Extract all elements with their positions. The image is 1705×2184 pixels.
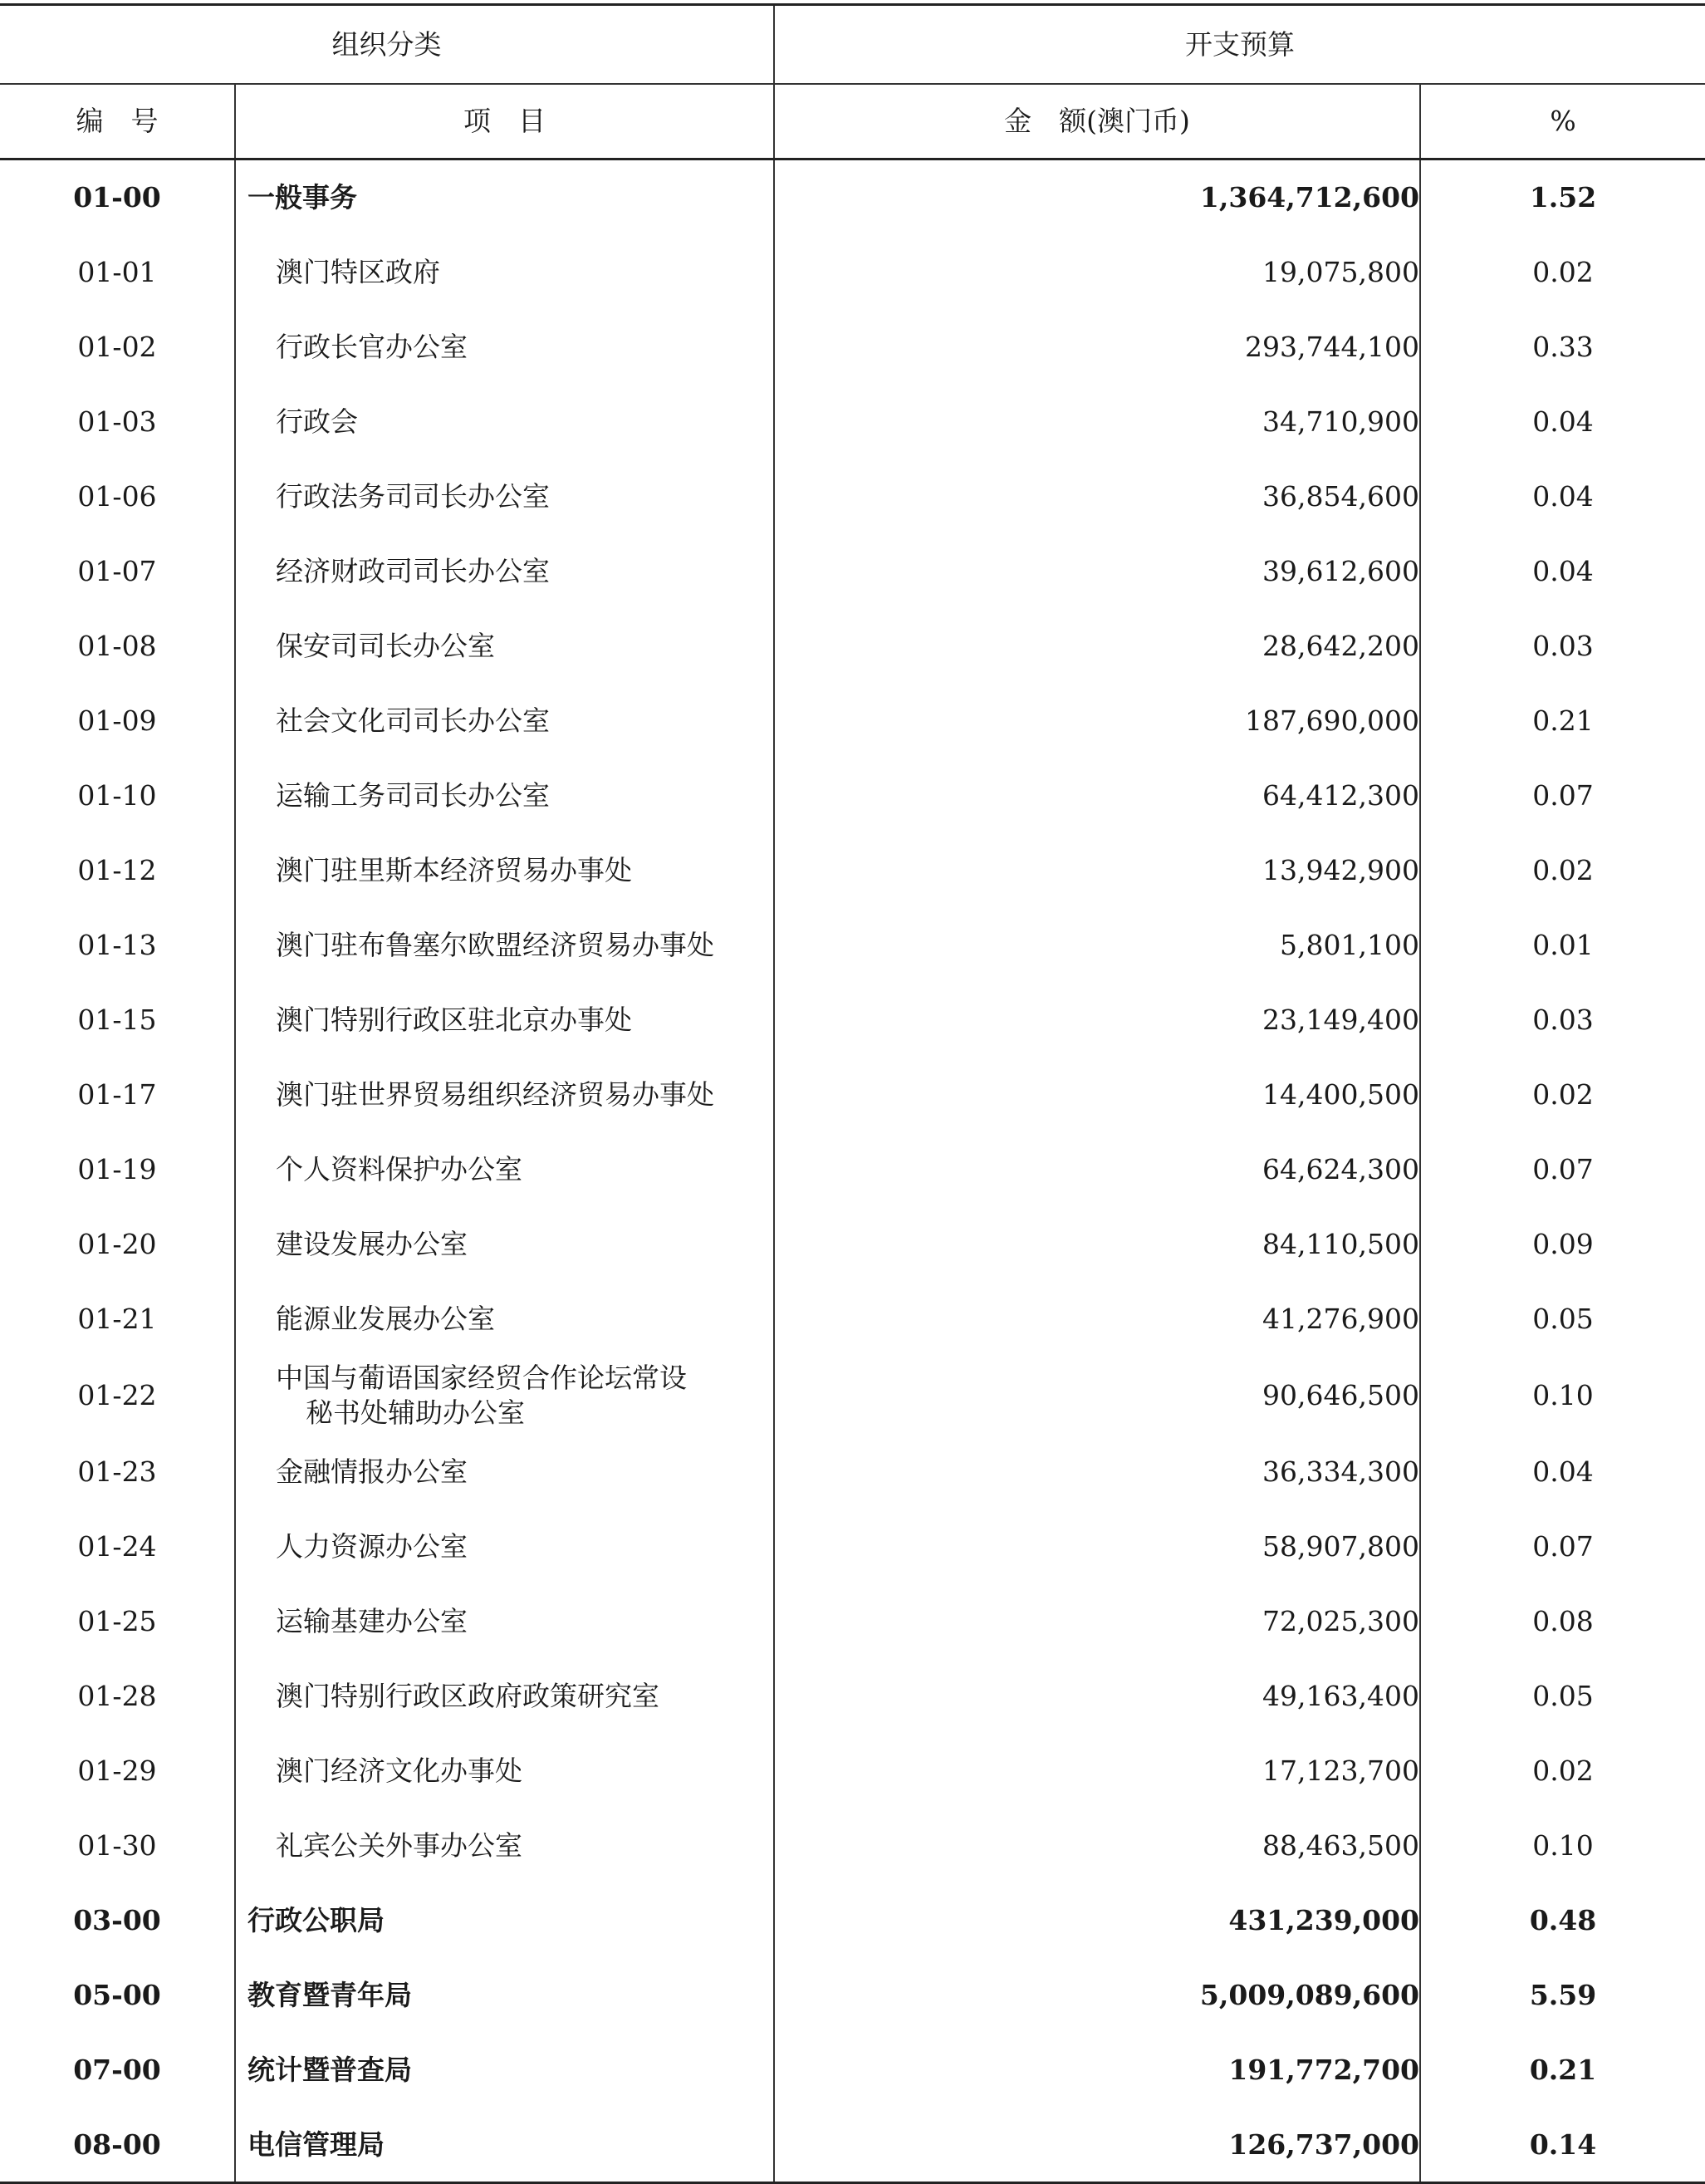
row-code: 01-25	[77, 1605, 157, 1637]
row-item: 澳门特别行政区驻北京办事处	[235, 983, 774, 1058]
row-code: 01-15	[77, 1004, 157, 1036]
row-item: 建设发展办公室	[235, 1207, 774, 1282]
row-percent: 0.48	[1420, 1883, 1705, 1958]
row-amount: 84,110,500	[774, 1207, 1420, 1282]
row-code: 01-13	[77, 929, 157, 961]
row-amount: 64,624,300	[774, 1132, 1420, 1207]
table-row	[0, 1734, 1705, 1809]
table-row	[0, 1058, 1705, 1132]
row-amount: 88,463,500	[774, 1809, 1420, 1883]
row-item: 澳门特别行政区政府政策研究室	[235, 1659, 774, 1734]
row-item: 金融情报办公室	[235, 1435, 774, 1509]
row-percent: 0.04	[1420, 459, 1705, 534]
row-code: 01-01	[77, 256, 157, 288]
row-item: 澳门经济文化办事处	[235, 1734, 774, 1809]
table-row	[0, 235, 1705, 310]
row-amount: 17,123,700	[774, 1734, 1420, 1809]
row-percent: 0.07	[1420, 1509, 1705, 1584]
row-code: 01-20	[77, 1228, 157, 1260]
header-item: 项 目	[235, 84, 774, 160]
row-percent: 0.04	[1420, 1435, 1705, 1509]
row-percent: 5.59	[1420, 1958, 1705, 2033]
header-group-row	[0, 5, 1705, 85]
table-row	[0, 1132, 1705, 1207]
row-percent: 0.07	[1420, 1132, 1705, 1207]
row-amount: 28,642,200	[774, 609, 1420, 684]
row-item: 统计暨普查局	[235, 2033, 774, 2108]
row-item: 澳门驻里斯本经济贸易办事处	[235, 833, 774, 908]
budget-table	[0, 3, 1705, 2182]
table-row	[0, 833, 1705, 908]
table-row	[0, 160, 1705, 236]
row-percent: 0.14	[1420, 2108, 1705, 2182]
row-code: 01-23	[77, 1455, 157, 1488]
table-row	[0, 1958, 1705, 2033]
table-row	[0, 1357, 1705, 1435]
header-amount: 金 额(澳门币)	[774, 84, 1420, 160]
row-item: 人力资源办公室	[235, 1509, 774, 1584]
table-row	[0, 1509, 1705, 1584]
header-code: 编 号	[0, 84, 235, 160]
table-row	[0, 1809, 1705, 1883]
row-item: 社会文化司司长办公室	[235, 684, 774, 758]
table-row	[0, 908, 1705, 983]
row-percent: 0.03	[1420, 983, 1705, 1058]
row-percent: 0.10	[1420, 1809, 1705, 1883]
row-code: 01-12	[77, 854, 157, 886]
row-code: 01-17	[77, 1078, 157, 1111]
row-percent: 0.10	[1420, 1357, 1705, 1435]
row-item: 澳门特区政府	[235, 235, 774, 310]
row-percent: 0.09	[1420, 1207, 1705, 1282]
row-amount: 187,690,000	[774, 684, 1420, 758]
row-amount: 23,149,400	[774, 983, 1420, 1058]
row-code: 08-00	[73, 2128, 161, 2161]
row-amount: 49,163,400	[774, 1659, 1420, 1734]
row-item: 运输工务司司长办公室	[235, 758, 774, 833]
table-row	[0, 983, 1705, 1058]
row-percent: 0.02	[1420, 235, 1705, 310]
row-item: 澳门驻布鲁塞尔欧盟经济贸易办事处	[235, 908, 774, 983]
header-expenditure-budget: 开支预算	[774, 5, 1705, 85]
row-item: 电信管理局	[235, 2108, 774, 2182]
row-percent: 0.21	[1420, 684, 1705, 758]
row-amount: 126,737,000	[774, 2108, 1420, 2182]
row-amount: 191,772,700	[774, 2033, 1420, 2108]
table-row	[0, 1282, 1705, 1357]
row-amount: 5,801,100	[774, 908, 1420, 983]
row-item: 个人资料保护办公室	[235, 1132, 774, 1207]
row-code: 01-30	[77, 1829, 157, 1862]
row-code: 01-28	[77, 1680, 157, 1712]
row-amount: 5,009,089,600	[774, 1958, 1420, 2033]
row-percent: 0.33	[1420, 310, 1705, 385]
table-row	[0, 609, 1705, 684]
table-body	[0, 160, 1705, 2183]
row-code: 01-06	[77, 480, 157, 513]
table-row	[0, 1584, 1705, 1659]
table-row	[0, 758, 1705, 833]
table-row	[0, 2033, 1705, 2108]
row-percent: 0.01	[1420, 908, 1705, 983]
table-row	[0, 2108, 1705, 2182]
row-amount: 1,364,712,600	[774, 160, 1420, 236]
row-code: 01-09	[77, 704, 157, 737]
row-item: 行政法务司司长办公室	[235, 459, 774, 534]
row-code: 01-08	[77, 630, 157, 662]
row-amount: 39,612,600	[774, 534, 1420, 609]
row-code: 01-07	[77, 555, 157, 587]
row-percent: 0.04	[1420, 534, 1705, 609]
row-item: 保安司司长办公室	[235, 609, 774, 684]
row-code: 07-00	[73, 2054, 161, 2086]
row-percent: 0.21	[1420, 2033, 1705, 2108]
row-amount: 431,239,000	[774, 1883, 1420, 1958]
table-row	[0, 1659, 1705, 1734]
table-row	[0, 310, 1705, 385]
row-amount: 19,075,800	[774, 235, 1420, 310]
row-percent: 0.04	[1420, 385, 1705, 459]
row-item: 运输基建办公室	[235, 1584, 774, 1659]
row-percent: 0.05	[1420, 1282, 1705, 1357]
row-code: 01-21	[77, 1303, 157, 1335]
table-row	[0, 1435, 1705, 1509]
row-item: 行政会	[235, 385, 774, 459]
table-row	[0, 459, 1705, 534]
table-row	[0, 1207, 1705, 1282]
row-percent: 0.02	[1420, 833, 1705, 908]
row-item	[235, 1357, 774, 1435]
row-item: 礼宾公关外事办公室	[235, 1809, 774, 1883]
header-percent: %	[1420, 84, 1705, 160]
row-code: 01-03	[77, 405, 157, 438]
row-amount: 58,907,800	[774, 1509, 1420, 1584]
row-amount: 36,334,300	[774, 1435, 1420, 1509]
header-org-classification: 组织分类	[0, 5, 774, 85]
row-amount: 13,942,900	[774, 833, 1420, 908]
row-code: 01-02	[77, 331, 157, 363]
row-amount: 41,276,900	[774, 1282, 1420, 1357]
row-code: 01-10	[77, 779, 157, 812]
row-percent: 0.05	[1420, 1659, 1705, 1734]
row-code: 03-00	[73, 1904, 161, 1936]
row-amount: 72,025,300	[774, 1584, 1420, 1659]
row-item: 教育暨青年局	[235, 1958, 774, 2033]
row-amount: 14,400,500	[774, 1058, 1420, 1132]
row-item: 经济财政司司长办公室	[235, 534, 774, 609]
row-amount: 293,744,100	[774, 310, 1420, 385]
row-percent: 0.02	[1420, 1058, 1705, 1132]
table-row	[0, 385, 1705, 459]
row-code: 01-19	[77, 1153, 157, 1185]
row-code: 01-24	[77, 1530, 157, 1563]
row-percent: 0.03	[1420, 609, 1705, 684]
table-row	[0, 534, 1705, 609]
row-code: 01-22	[77, 1379, 157, 1411]
row-code: 01-00	[73, 181, 161, 213]
row-item: 一般事务	[235, 160, 774, 236]
row-percent: 0.07	[1420, 758, 1705, 833]
row-item: 行政长官办公室	[235, 310, 774, 385]
row-amount: 64,412,300	[774, 758, 1420, 833]
table-header	[0, 5, 1705, 160]
table-row	[0, 684, 1705, 758]
row-item: 行政公职局	[235, 1883, 774, 1958]
table-row	[0, 1883, 1705, 1958]
row-percent: 1.52	[1420, 160, 1705, 236]
row-amount: 90,646,500	[774, 1357, 1420, 1435]
row-percent: 0.08	[1420, 1584, 1705, 1659]
row-item: 能源业发展办公室	[235, 1282, 774, 1357]
row-item-line2: 秘书处辅助办公室	[306, 1396, 525, 1429]
row-amount: 36,854,600	[774, 459, 1420, 534]
header-column-row	[0, 84, 1705, 160]
row-percent: 0.02	[1420, 1734, 1705, 1809]
row-item-line1: 中国与葡语国家经贸合作论坛常设	[276, 1362, 687, 1394]
row-item: 澳门驻世界贸易组织经济贸易办事处	[235, 1058, 774, 1132]
row-code: 05-00	[73, 1979, 161, 2011]
row-amount: 34,710,900	[774, 385, 1420, 459]
row-code: 01-29	[77, 1755, 157, 1787]
